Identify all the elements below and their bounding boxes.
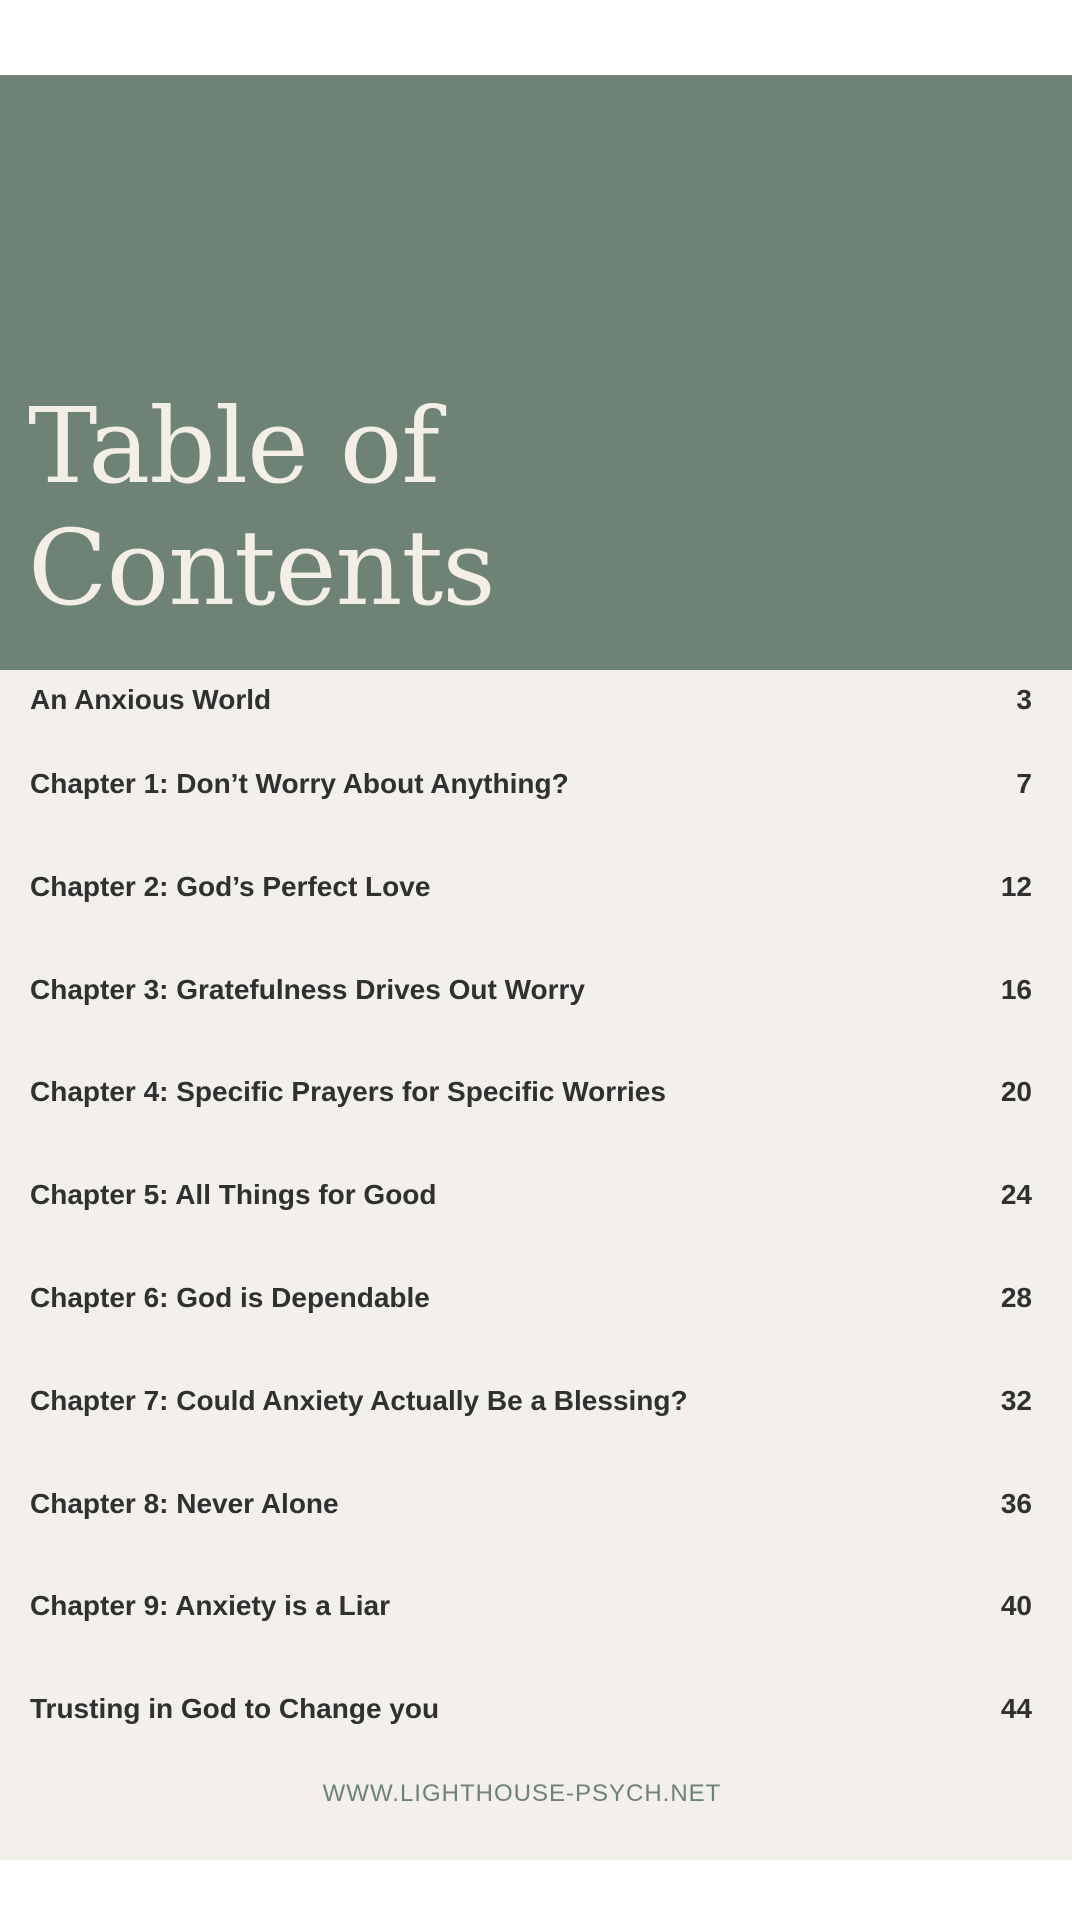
toc-entry-label: Chapter 1: Don’t Worry About Anything? bbox=[30, 768, 569, 799]
toc-entry-chapter-7[interactable] bbox=[30, 1371, 1032, 1431]
toc-entry-chapter-1[interactable] bbox=[30, 754, 1032, 814]
website-link[interactable]: WWW.LIGHTHOUSE-PSYCH.NET bbox=[322, 1780, 722, 1807]
header-banner bbox=[0, 75, 1072, 670]
toc-entry-chapter-9[interactable] bbox=[30, 1576, 1032, 1636]
page-title-line-2: Contents bbox=[28, 507, 495, 629]
page-title bbox=[28, 385, 495, 629]
toc-entry-page: 16 bbox=[1000, 974, 1032, 1005]
toc-entry-page: 44 bbox=[1000, 1693, 1032, 1724]
toc-page bbox=[0, 75, 1072, 1860]
toc-entry-label: An Anxious World bbox=[30, 684, 272, 715]
toc-entry-page: 28 bbox=[1000, 1282, 1032, 1313]
toc-entry-chapter-4[interactable] bbox=[30, 1062, 1032, 1122]
page-title-line-1: Table of bbox=[28, 385, 439, 507]
toc-entry-label: Chapter 2: God’s Perfect Love bbox=[30, 871, 431, 902]
toc-entry-chapter-8[interactable] bbox=[30, 1474, 1032, 1534]
toc-entry-page: 40 bbox=[1000, 1590, 1032, 1621]
toc-entry-closing[interactable] bbox=[30, 1679, 1032, 1739]
toc-entry-page: 12 bbox=[1000, 871, 1032, 902]
toc-entry-page: 3 bbox=[1016, 684, 1032, 715]
toc-entry-label: Chapter 6: God is Dependable bbox=[30, 1282, 430, 1313]
toc-entry-label: Chapter 4: Specific Prayers for Specific Worries bbox=[30, 1076, 666, 1107]
toc-entry-page: 36 bbox=[1000, 1488, 1032, 1519]
toc-entry-label: Chapter 9: Anxiety is a Liar bbox=[30, 1590, 390, 1621]
toc-entry-label: Trusting in God to Change you bbox=[30, 1693, 440, 1724]
toc-entry-page: 24 bbox=[1000, 1179, 1032, 1210]
toc-entry-page: 32 bbox=[1000, 1385, 1032, 1416]
toc-entry-label: Chapter 3: Gratefulness Drives Out Worry bbox=[30, 974, 585, 1005]
toc-entry-intro[interactable] bbox=[30, 670, 1032, 730]
toc-entry-label: Chapter 8: Never Alone bbox=[30, 1488, 339, 1519]
toc-entry-chapter-2[interactable] bbox=[30, 857, 1032, 917]
toc-entry-page: 20 bbox=[1000, 1076, 1032, 1107]
toc-entry-page: 7 bbox=[1016, 768, 1032, 799]
toc-entry-label: Chapter 7: Could Anxiety Actually Be a Blessing? bbox=[30, 1385, 688, 1416]
toc-entry-chapter-5[interactable] bbox=[30, 1165, 1032, 1225]
toc-entry-label: Chapter 5: All Things for Good bbox=[30, 1179, 437, 1210]
toc-entry-chapter-6[interactable] bbox=[30, 1268, 1032, 1328]
toc-entry-chapter-3[interactable] bbox=[30, 960, 1032, 1020]
